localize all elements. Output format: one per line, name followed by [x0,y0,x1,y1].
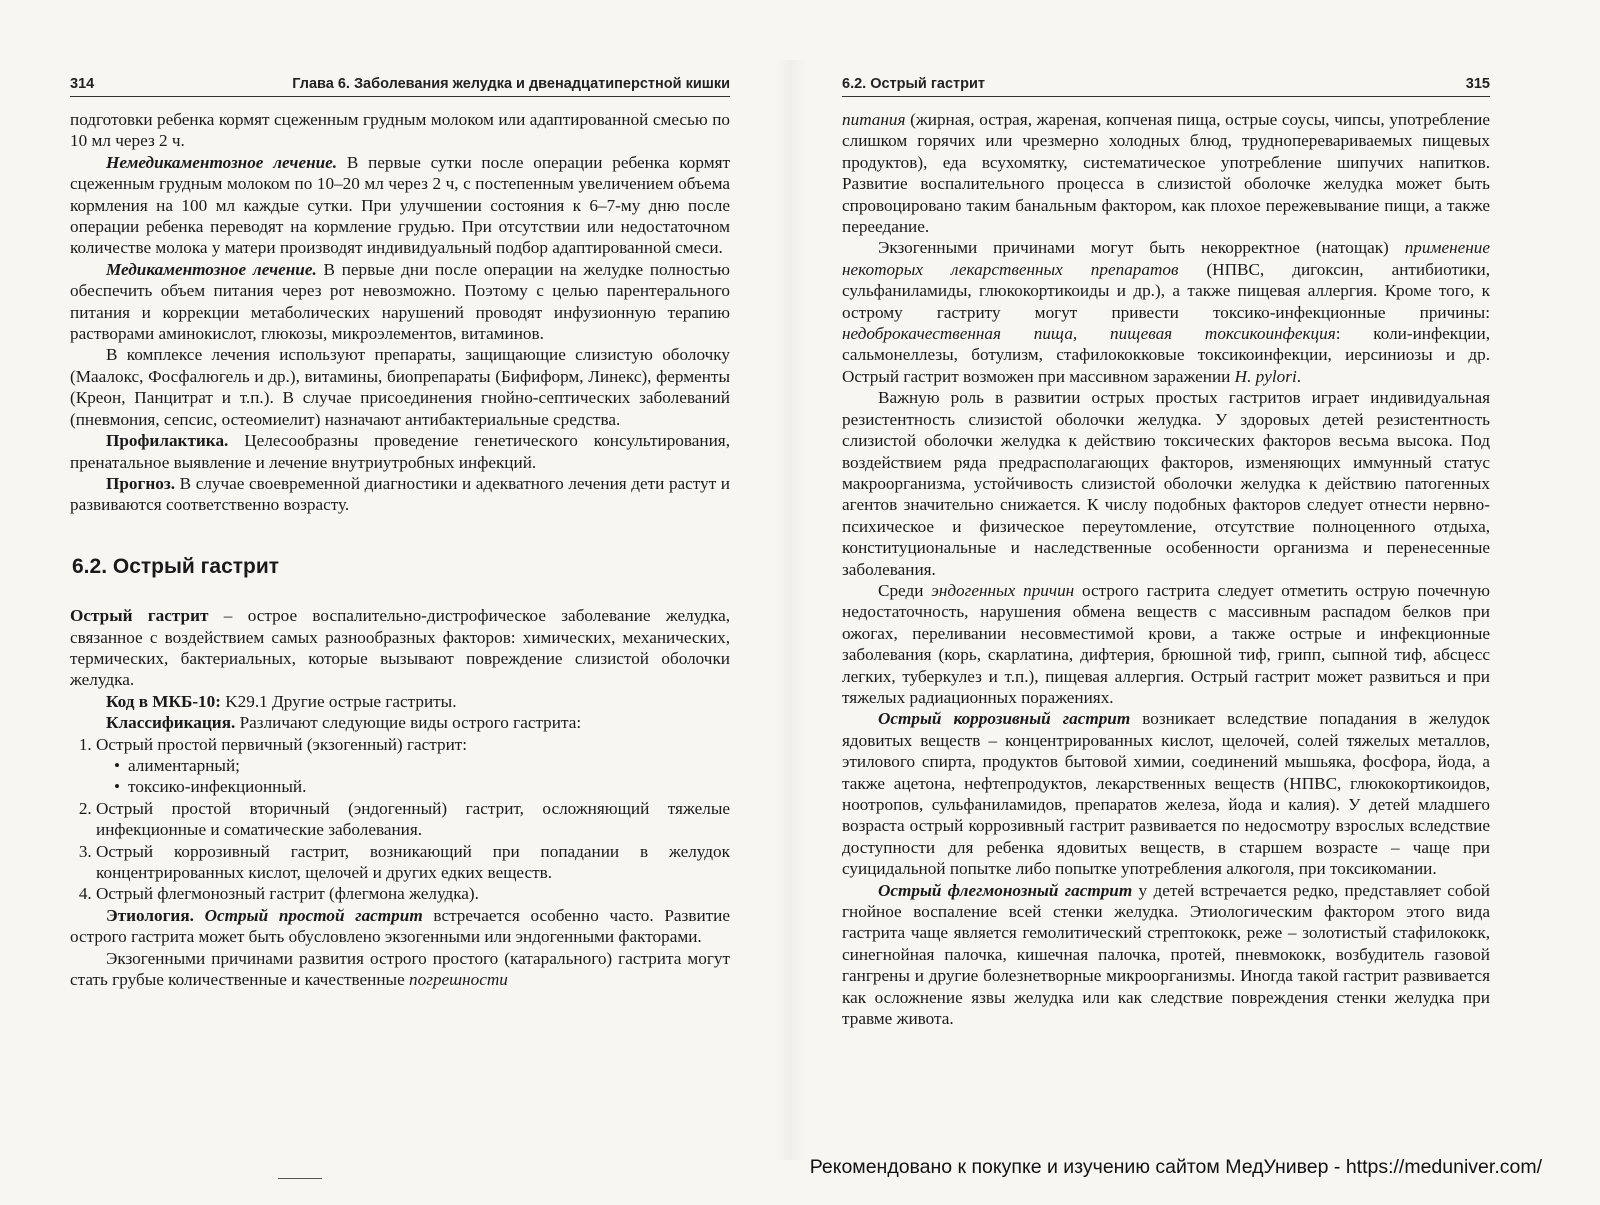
gutter-shadow [776,60,806,1160]
term-label: Прогноз. [106,473,176,493]
paragraph: Острый коррозивный гастрит возникает вследствие попадания в желудок ядовитых веществ – концентрированных кислот, щелочей, солей тяжелых металлов, этилового спирта, продуктов бытовой химии, соединений мышьяка, фосфора, йода, а также ацетона, нефтепродуктов, лекарственных веществ (НПВС, глюкокортикоидов, ноотропов, сульфаниламидов, препаратов железа, йода и калия). У детей младшего возраста острый коррозивный гастрит развивается по недосмотру взрослых вследствие доступности для ребенка ядовитых веществ, в старшем возрасте – чаще при суицидальной попытке либо попытке употребления алкоголя, при токсикомании. [842,709,1490,879]
term-label: Острый гастрит [70,606,209,626]
term-label: Этиология. [106,905,194,925]
paragraph: Код в МКБ-10: K29.1 Другие острые гастриты. [106,691,457,711]
paragraph: Важную роль в развитии острых простых гастритов играет индивидуальная резистентность слизистой оболочки желудка. У здоровых детей резистентность слизистой оболочки желудка к действию токсических факторов весьма высока. Под воздействием ряда предрасполагающих факторов, изменяющих иммунный статус макроорганизма, устойчивость слизистой оболочки желудка к действию патогенных агентов значительно снижается. К числу подобных факторов следует отнести нервно-психическое и физическое переутомление, отсутствие полноценного отдыха, конституциональные и наследственные особенности организма и перенесенные заболевания. [842,388,1490,579]
list-item: 2. Острый простой вторичный (эндогенный) гастрит, осложняющий тяжелые инфекционные и соматические заболевания. [96,798,730,841]
left-page-number: 314 [70,76,95,92]
term-label: Острый простой гастрит [193,905,423,925]
left-running-head [70,76,730,97]
paragraph: В комплексе лечения используют препараты, защищающие слизистую оболочку (Маалокс, Фосфалюгель и др.), витамины, биопрепараты (Бифиформ, Линекс), ферменты (Креон, Панцитрат и т.п.). В случае присоединения гнойно-септических заболеваний (пневмония, сепсис, остеомиелит) назначают антибактериальные средства. [70,345,730,429]
right-running-title: 6.2. Острый гастрит [842,76,985,92]
paragraph: Прогноз. В случае своевременной диагностики и адекватного лечения дети растут и развиваются соответственно возрасту. [70,473,730,515]
bottom-rule [278,1178,322,1179]
list-item: 1. Острый простой первичный (экзогенный) гастрит: • алиментарный; • токсико-инфекционный. [96,734,730,798]
sub-list [96,755,730,798]
right-body [842,109,1490,1029]
term-label: Классификация. [106,713,236,733]
classification-list [70,734,730,905]
list-item: • алиментарный; [114,755,730,776]
paragraph: Профилактика. Целесообразны проведение генетического консультирования, пренатальное выявление и лечение внутриутробных инфекций. [70,431,730,472]
footer-recommendation: Рекомендовано к покупке и изучению сайтом МедУнивер - https://meduniver.com/ [809,1156,1542,1178]
term-label: Острый коррозивный гастрит [878,709,1131,729]
left-running-title: Глава 6. Заболевания желудка и двенадцатиперстной кишки [292,76,730,92]
right-running-head [842,76,1490,97]
list-item: • токсико-инфекционный. [114,776,730,797]
list-item: 4. Острый флегмонозный гастрит (флегмона желудка). [96,883,730,904]
paragraph: Экзогенными причинами могут быть некорректное (натощак) применение некоторых лекарственных препаратов (НПВС, дигоксин, антибиотики, сульфаниламиды, глюкокортикоиды и др.), а также пищевая аллергия. Кроме того, к острому гастриту могут привести токсико-инфекционные причины: недоброкачественная пища, пищевая токсикоинфекция: коли-инфекции, сальмонеллезы, ботулизм, стафилококковые токсикоинфекции, иерсиниозы и др. Острый гастрит возможен при массивном заражении H. pylori. [842,238,1490,386]
term-label: Медикаментозное лечение. [106,259,317,279]
paragraph: питания (жирная, острая, жареная, копченая пища, острые соусы, чипсы, употребление слишком горячих или чрезмерно холодных блюд, трудноперевариваемых пищевых продуктов), еда всухомятку, систематическое употребление шипучих напитков. Развитие воспалительного процесса в слизистой оболочке желудка может быть спровоцировано таким банальным фактором, как плохое пережевывание пищи, а также переедание. [842,110,1490,237]
paragraph: подготовки ребенка кормят сцеженным грудным молоком или адаптированной смесью по 10 мл через 2 ч. [70,110,730,151]
right-page-number: 315 [1465,76,1490,92]
paragraph: Классификация. Различают следующие виды острого гастрита: [106,713,582,733]
paragraph: Экзогенными причинами развития острого простого (катарального) гастрита могут стать грубые количественные и качественные погрешности [70,948,730,990]
paragraph: Этиология. Острый простой гастрит встречается особенно часто. Развитие острого гастрита может быть обусловлено экзогенными или эндогенными факторами. [70,905,730,947]
term-label: Немедикаментозное лечение. [106,152,338,172]
paragraph: Немедикаментозное лечение. В первые сутки после операции ребенка кормят сцеженным грудным молоком по 10–20 мл через 2 ч, с постепенным увеличением объема кормления на 100 мл каждые сутки. При улучшении состояния к 6–7-му дню после операции ребенка переводят на кормление грудью. При отсутствии или недостаточном количестве молока у матери производят индивидуальный подбор адаптированной смеси. [70,152,730,258]
term-label: Код в МКБ-10: [106,691,221,711]
paragraph: Острый гастрит – острое воспалительно-дистрофическое заболевание желудка, связанное с воздействием самых разнообразных факторов: химических, механических, термических, бактериальных, которые вызывают повреждение слизистой оболочки желудка. [70,606,730,690]
section-heading: 6.2. Острый гастрит [72,554,280,578]
term-label: Острый флегмонозный гастрит [878,880,1133,900]
paragraph: Острый флегмонозный гастрит у детей встречается редко, представляет собой гнойное воспаление всей стенки желудка. Этиологическим фактором этого вида гастрита чаще является гемолитический стрептококк, реже – золотистый стафилококк, синегнойная палочка, кишечная палочка, протей, пневмококк, возбудитель газовой гангрены и другие болезнетворные микроорганизмы. Иногда такой гастрит развивается как осложнение язвы желудка или как следствие повреждения стенки желудка при травме живота. [842,880,1490,1029]
right-page [842,76,1490,1145]
left-page [70,76,730,1145]
paragraph: Медикаментозное лечение. В первые дни после операции на желудке полностью обеспечить объем питания через рот невозможно. Поэтому с целью парентерального питания и коррекции метаболических нарушений проводят инфузионную терапию растворами аминокислот, глюкозы, микроэлементов, витаминов. [70,259,730,344]
left-body [70,109,730,990]
paragraph: Среди эндогенных причин острого гастрита следует отметить острую почечную недостаточность, нарушения обмена веществ с массивным распадом белков при ожогах, переливании несовместимой крови, а также острые и инфекционные заболевания (корь, скарлатина, дифтерия, брюшной тиф, грипп, сыпной тиф, абсцесс легких, туберкулез и т.п.), пищевая аллергия. Острый гастрит может развиться и при тяжелых радиационных поражениях. [842,580,1490,707]
list-item: 3. Острый коррозивный гастрит, возникающий при попадании в желудок концентрированных кислот, щелочей и других едких веществ. [96,841,730,884]
term-label: Профилактика. [106,431,229,451]
